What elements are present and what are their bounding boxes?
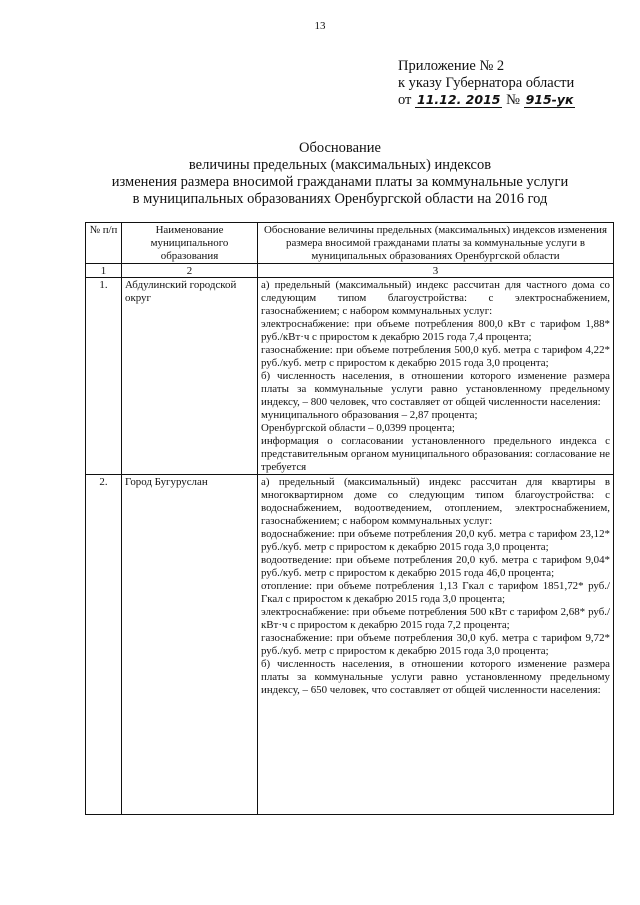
- column-number: 1: [86, 264, 122, 278]
- justification-paragraph: газоснабжение: при объеме потребления 500,0 куб. метра с тарифом 4,22* руб./куб. метр с приростом к декабрю 2015 года 3,0 процента;: [261, 344, 610, 369]
- justification-paragraph: отопление: при объеме потребления 1,13 Гкал с тарифом 1851,72* руб./Гкал с приростом к декабрю 2015 года 3,0 процента;: [261, 580, 610, 605]
- justification-table: [85, 222, 614, 815]
- appendix-prefix: от: [398, 92, 412, 108]
- column-numbers-row: [86, 264, 614, 278]
- title-line4: в муниципальных образованиях Оренбургской области на 2016 год: [132, 191, 548, 207]
- justification-paragraph: Оренбургской области – 0,0399 процента;: [261, 422, 455, 434]
- header-number: № п/п: [86, 223, 122, 264]
- title-line3: изменения размера вносимой гражданами платы за коммунальные услуги: [111, 174, 569, 190]
- handwritten-date: 11.12. 2015: [417, 92, 501, 107]
- header-justification: Обоснование величины предельных (максимальных) индексов изменения размера вносимой гражданами платы за коммунальные услуги в муниципальных образованиях Оренбургской области: [258, 223, 614, 264]
- justification-paragraph: а) предельный (максимальный) индекс рассчитан для квартиры в многоквартирном доме со следующим типом благоустройства: с водоснабжением, водоотведением, отоплением, электроснабжением, газоснабжением; с набором коммунальных услуг:: [261, 476, 610, 527]
- table-row: [86, 278, 614, 475]
- appendix-line2: к указу Губернатора области: [398, 75, 575, 91]
- justification-paragraph: муниципального образования – 2,87 процента;: [261, 409, 478, 421]
- header-name: Наименование муниципального образования: [122, 223, 258, 264]
- appendix-block: [398, 58, 575, 109]
- table-header-row: [86, 223, 614, 264]
- number-sign: №: [506, 92, 520, 108]
- municipality-name: Абдулинский городской округ: [122, 278, 258, 475]
- column-number: 3: [258, 264, 614, 278]
- justification-paragraph: б) численность населения, в отношении которого изменение размера платы за коммунальные услуги равно установленному предельному индексу, – 650 человек, что составляет от общей численности населения:: [261, 658, 610, 696]
- title-line1: Обоснование: [299, 140, 381, 156]
- title-line2: величины предельных (максимальных) индексов: [188, 157, 492, 173]
- justification-paragraph: газоснабжение: при объеме потребления 30,0 куб. метра с тарифом 9,72* руб./куб. метр с приростом к декабрю 2015 года 3,0 процента;: [261, 632, 610, 657]
- justification-paragraph: б) численность населения, в отношении которого изменение размера платы за коммунальные услуги равно установленному предельному индексу, – 800 человек, что составляет от общей численности населения:: [261, 370, 610, 408]
- justification-paragraph: информация о согласовании установленного предельного индекса с представительным органом муниципального образования: согласование не требуется: [261, 435, 610, 473]
- table-row: [86, 475, 614, 815]
- justification-cell: [258, 278, 614, 475]
- row-number: 2.: [86, 475, 122, 815]
- page-number: 13: [314, 20, 326, 32]
- justification-paragraph: электроснабжение: при объеме потребления 500 кВт с тарифом 2,68* руб./кВт·ч с приростом к декабрю 2015 года 7,2 процента;: [261, 606, 610, 631]
- appendix-line1: Приложение № 2: [398, 58, 505, 74]
- appendix-line3: [398, 92, 575, 109]
- justification-paragraph: электроснабжение: при объеме потребления 800,0 кВт с тарифом 1,88* руб./кВт·ч с приростом к декабрю 2015 года 7,4 процента;: [261, 318, 610, 343]
- handwritten-number: 915-ук: [525, 92, 574, 107]
- justification-paragraph: водоснабжение: при объеме потребления 20,0 куб. метра с тарифом 23,12* руб./куб. метр с приростом к декабрю 2015 года 3,0 процента;: [261, 528, 610, 553]
- justification-paragraph: а) предельный (максимальный) индекс рассчитан для частного дома со следующим типом благоустройства: с электроснабжением, газоснабжением; с набором коммунальных услуг:: [261, 279, 610, 317]
- justification-cell: [258, 475, 614, 815]
- row-number: 1.: [86, 278, 122, 475]
- document-title: [60, 140, 620, 208]
- column-number: 2: [122, 264, 258, 278]
- municipality-name: Город Бугуруслан: [122, 475, 258, 815]
- justification-paragraph: водоотведение: при объеме потребления 20,0 куб. метра с тарифом 9,04* руб./куб. метр с приростом к декабрю 2015 года 46,0 процента;: [261, 554, 610, 579]
